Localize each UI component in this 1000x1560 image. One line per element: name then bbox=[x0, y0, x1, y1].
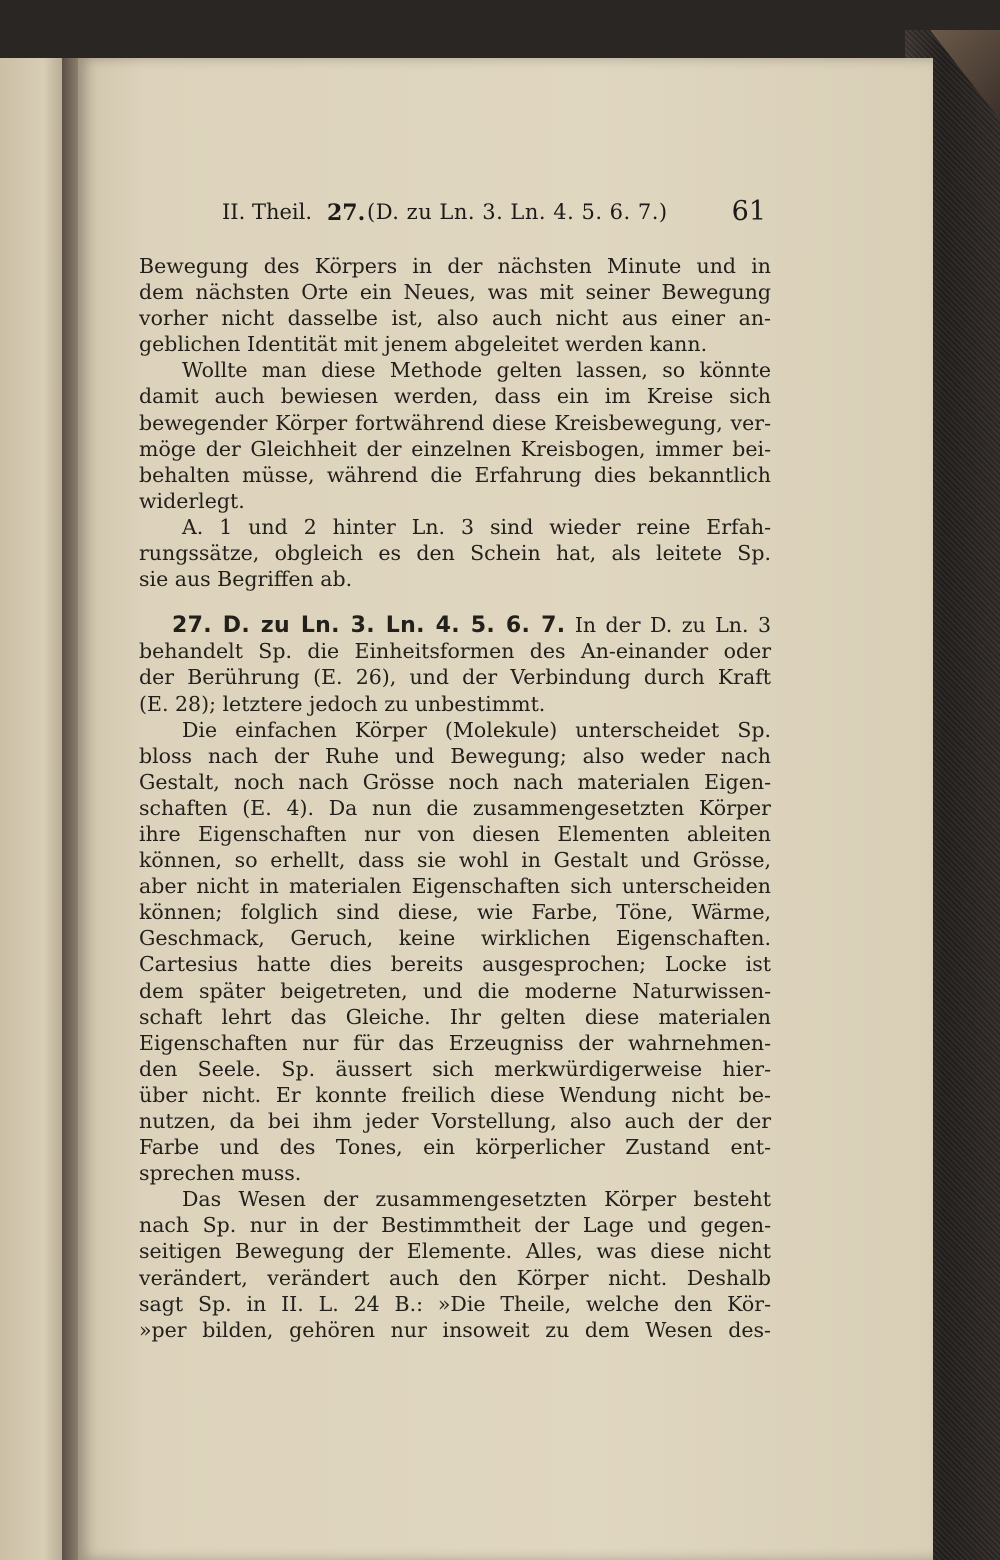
paragraph-2 bbox=[139, 357, 771, 514]
paragraph-5 bbox=[139, 717, 771, 1187]
text-line: können, so erhellt, dass sie wohl in Gestalt und Grösse, bbox=[139, 848, 771, 873]
text-line: verändert, verändert auch den Körper nicht. Deshalb bbox=[139, 1265, 771, 1290]
text-line: möge der Gleichheit der einzelnen Kreisbogen, immer bei- bbox=[139, 436, 771, 461]
paragraph-3 bbox=[139, 514, 771, 592]
section-first-line-text: In der D. zu Ln. 3 bbox=[574, 613, 771, 638]
text-line: der Berührung (E. 26), und der Verbindung durch Kraft bbox=[139, 665, 771, 690]
text-line: seitigen Bewegung der Elemente. Alles, was diese nicht bbox=[139, 1239, 771, 1264]
text-line: dem nächsten Orte ein Neues, was mit seiner Bewegung bbox=[139, 280, 771, 305]
text-line: rungssätze, obgleich es den Schein hat, als leitete Sp. bbox=[139, 541, 771, 566]
page-body bbox=[139, 253, 771, 1343]
text-line: vorher nicht dasselbe ist, also auch nicht aus einer an- bbox=[139, 306, 771, 331]
text-line: bewegender Körper fortwährend diese Kreisbewegung, ver- bbox=[139, 410, 771, 435]
text-line: sie aus Begriffen ab. bbox=[139, 567, 353, 592]
text-line: geblichen Identität mit jenem abgeleitet werden kann. bbox=[139, 332, 708, 357]
text-line: Cartesius hatte dies bereits ausgesprochen; Locke ist bbox=[139, 952, 771, 977]
text-line: schaft lehrt das Gleiche. Ihr gelten diese materialen bbox=[139, 1004, 771, 1029]
section-heading: 27. D. zu Ln. 3. Ln. 4. 5. 6. 7. bbox=[172, 613, 566, 639]
text-line: Gestalt, noch nach Grösse noch nach materialen Eigen- bbox=[139, 769, 771, 794]
book-gutter bbox=[62, 58, 78, 1560]
running-header bbox=[219, 196, 770, 228]
header-section-number: 27. bbox=[327, 200, 366, 226]
text-line: sagt Sp. in II. L. 24 B.: »Die Theile, welche den Kör- bbox=[139, 1291, 771, 1316]
text-line: schaften (E. 4). Da nun die zusammengesetzten Körper bbox=[139, 795, 771, 820]
text-line: behandelt Sp. die Einheitsformen des An-einander oder bbox=[139, 639, 771, 664]
text-line: Das Wesen der zusammengesetzten Körper besteht bbox=[182, 1187, 771, 1212]
text-line: Farbe und des Tones, ein körperlicher Zustand ent- bbox=[139, 1135, 771, 1160]
text-line: nach Sp. nur in der Bestimmtheit der Lage und gegen- bbox=[139, 1213, 771, 1238]
section-gap bbox=[139, 592, 771, 612]
section-27 bbox=[139, 612, 771, 716]
paragraph-1 bbox=[139, 253, 771, 357]
text-line: ihre Eigenschaften nur von diesen Elementen ableiten bbox=[139, 821, 771, 846]
section-first-line bbox=[139, 612, 771, 638]
text-line: (E. 28); letztere jedoch zu unbestimmt. bbox=[139, 691, 546, 716]
text-line: dem später beigetreten, und die moderne Naturwissen- bbox=[139, 978, 771, 1003]
text-line: Eigenschaften nur für das Erzeugniss der wahrnehmen- bbox=[139, 1030, 771, 1055]
text-line: »per bilden, gehören nur insoweit zu dem Wesen des- bbox=[139, 1317, 771, 1342]
text-line: damit auch bewiesen werden, dass ein im Kreise sich bbox=[139, 384, 771, 409]
text-line: können; folglich sind diese, wie Farbe, Töne, Wärme, bbox=[139, 900, 771, 925]
text-line: aber nicht in materialen Eigenschaften sich unterscheiden bbox=[139, 874, 771, 899]
previous-page-edge bbox=[0, 58, 62, 1560]
text-line: sprechen muss. bbox=[139, 1161, 302, 1186]
text-line: A. 1 und 2 hinter Ln. 3 sind wieder reine Erfah- bbox=[182, 514, 771, 539]
paragraph-6 bbox=[139, 1186, 771, 1343]
text-line: widerlegt. bbox=[139, 488, 245, 513]
text-line: nutzen, da bei ihm jeder Vorstellung, also auch der der bbox=[139, 1109, 771, 1133]
text-line: Geschmack, Geruch, keine wirklichen Eigenschaften. bbox=[139, 926, 771, 951]
text-line: Wollte man diese Methode gelten lassen, so könnte bbox=[182, 358, 771, 383]
text-line: über nicht. Er konnte freilich diese Wendung nicht be- bbox=[139, 1082, 771, 1107]
header-part: II. Theil. bbox=[222, 200, 313, 224]
page-number: 61 bbox=[731, 196, 766, 227]
text-line: bloss nach der Ruhe und Bewegung; also weder nach bbox=[139, 743, 771, 768]
text-line: Die einfachen Körper (Molekule) unterscheidet Sp. bbox=[182, 717, 771, 742]
text-line: den Seele. Sp. äussert sich merkwürdigerweise hier- bbox=[139, 1056, 771, 1081]
text-line: behalten müsse, während die Erfahrung dies bekanntlich bbox=[139, 462, 771, 487]
text-line: Bewegung des Körpers in der nächsten Minute und in bbox=[139, 254, 771, 278]
header-reference: (D. zu Ln. 3. Ln. 4. 5. 6. 7.) bbox=[367, 200, 668, 224]
